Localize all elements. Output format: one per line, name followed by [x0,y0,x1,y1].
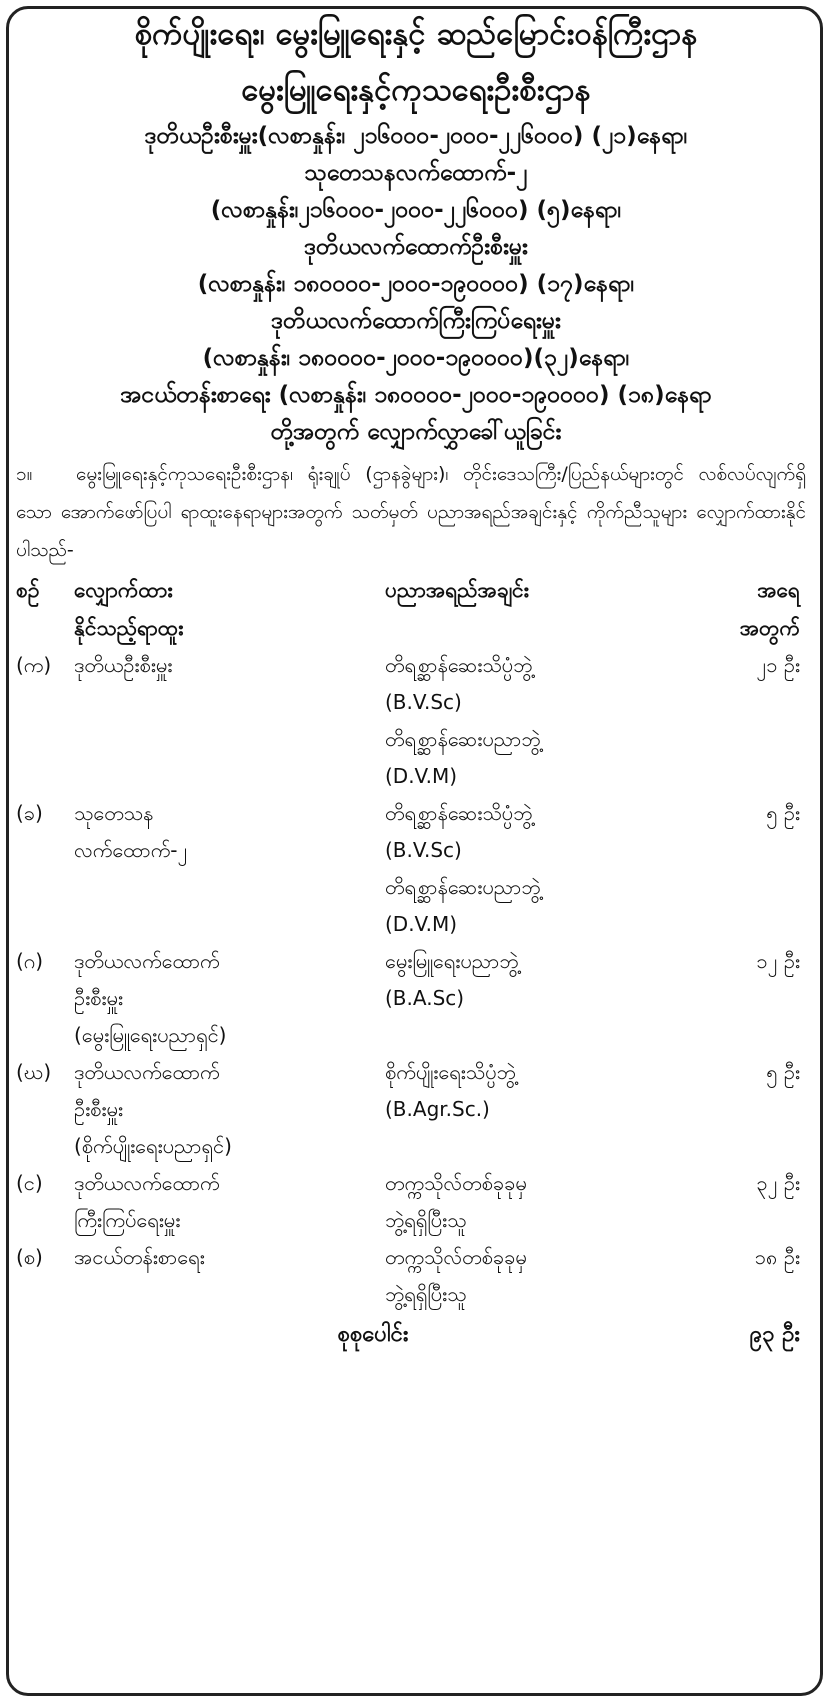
intro-text: မွေးမြူရေးနှင့်ကုသရေးဦးစီးဌာန၊ ရုံးချုပ် (ဌာနခွဲများ)၊ တိုင်းဒေသကြီး/ပြည်နယ်များတွင် လစ်လပ်လျက်ရှိသော အောက်ဖော်ပြပါ ရာထူးနေရာများအတွက် သတ်မှတ် ပညာအရည်အချင်းနှင့် ကိုက်ညီသူများ လျှောက်ထားနိုင်ပါသည်- [16,463,806,561]
row-count: ၂၁ ဦး [756,653,800,677]
header-line: အငယ်တန်းစာရေး (လစာနှုန်း၊ ၁၈၀၀၀၀-၂၀၀၀-၁၉၀၀၀၀) (၁၈)နေရာ [120,382,712,408]
header-position-line: လျှောက်ထား [74,578,173,602]
header-line: ဒုတိယလက်ထောက်ကြီးကြပ်ရေးမှူး [271,308,561,334]
position-line: ကြီးကြပ်ရေးမှူး [74,1208,181,1232]
row-count: ၁၈ ဦး [754,1245,800,1269]
total-row [16,1315,816,1355]
position-line: ဒုတိယလက်ထောက် [74,949,220,973]
header-line: (လစာနှုန်း၊၂၁၆၀၀၀-၂၀၀၀-၂၂၆၀၀၀) (၅)နေရာ၊ [210,197,622,223]
row-position [74,943,385,1054]
table-body [16,647,816,1313]
intro-paragraph [16,455,816,569]
department-title: မွေးမြူရေးနှင့်ကုသရေးဦးစီးဌာန [241,72,591,108]
qualification-line: စိုက်ပျိုးရေးသိပ္ပံဘွဲ့ [385,1060,516,1084]
qualification-line: (B.Agr.Sc.) [385,1097,490,1121]
position-line: ဦးစီးမှူး [74,986,124,1010]
header-line: ဒုတိယလက်ထောက်ဦးစီးမှူး [304,234,528,260]
row-count: ၁၂ ဦး [756,949,800,973]
ministry-title: စိုက်ပျိုးရေး၊ မွေးမြူရေးနှင့် ဆည်မြောင်းဝန်ကြီးဌာန [134,16,698,52]
qualification-line: ဘွဲ့ရရှိပြီးသူ [385,1282,467,1306]
header-count [690,571,800,647]
position-line: ဒုတိယဦးစီးမှူး [74,653,173,677]
row-number: (င) [16,1171,43,1195]
row-position [74,1239,385,1313]
position-line: (မွေးမြူရေးပညာရှင်) [74,1023,227,1047]
row-qualification [385,1239,690,1313]
table-row [16,795,816,943]
qualification-line: တိရစ္ဆာန်ဆေးပညာဘွဲ့ [385,727,541,751]
header-no: စဉ် [16,578,40,602]
header-qualification: ပညာအရည်အချင်း [385,578,529,602]
notice-page [16,0,816,1673]
header-position-line: နိုင်သည့်ရာထူး [74,616,184,640]
header-count-line: အရေ [757,578,800,602]
qualification-line: မွေးမြူရေးပညာဘွဲ့ [385,949,519,973]
qualification-line: တက္ကသိုလ်တစ်ခုခုမှ [385,1171,527,1195]
position-line: ဒုတိယလက်ထောက် [74,1171,220,1195]
table-row [16,1054,816,1165]
position-line: လက်ထောက်-၂ [74,838,188,862]
total-value: ၉၃ ဦး [749,1322,800,1347]
qualification-line: (B.V.Sc) [385,838,462,862]
position-line: (စိုက်ပျိုးရေးပညာရှင်) [74,1134,232,1158]
qualification-line: တိရစ္ဆာန်ဆေးသိပ္ပံဘွဲ့ [385,653,533,677]
header-count-line: အတွက် [739,616,800,640]
table-row [16,943,816,1054]
row-count: ၃၂ ဦး [756,1171,800,1195]
row-qualification [385,795,690,943]
row-qualification [385,1165,690,1239]
row-position [74,1165,385,1239]
row-count: ၅ ဦး [766,801,800,825]
header-line: (လစာနှုန်း၊ ၁၈၀၀၀၀-၂၀၀၀-၁၉၀၀၀၀)(၃၂)နေရာ၊ [202,345,630,371]
header-position [74,571,385,647]
qualification-line: (D.V.M) [385,764,458,788]
table-row [16,1239,816,1313]
row-number: (ဂ) [16,949,44,973]
qualification-line: တက္ကသိုလ်တစ်ခုခုမှ [385,1245,527,1269]
row-number: (ဃ) [16,1060,52,1084]
header-line: တို့အတွက် လျှောက်လွှာခေါ်ယူခြင်း [270,419,562,445]
row-position [74,795,385,943]
row-qualification [385,1054,690,1165]
table-header [16,571,816,647]
header-line: (လစာနှုန်း၊ ၁၈၀၀၀၀-၂၀၀၀-၁၉၀၀၀၀) (၁၇)နေရာ၊ [197,271,635,297]
position-line: သုတေသန [74,801,154,825]
position-line: အငယ်တန်းစာရေး [74,1245,205,1269]
qualification-line: (B.V.Sc) [385,690,462,714]
qualification-line: တိရစ္ဆာန်ဆေးပညာဘွဲ့ [385,875,541,899]
qualification-line: (D.V.M) [385,912,458,936]
row-qualification [385,943,690,1054]
row-position [74,1054,385,1165]
position-line: ဦးစီးမှူး [74,1097,124,1121]
position-line: ဒုတိယလက်ထောက် [74,1060,220,1084]
qualification-line: ဘွဲ့ရရှိပြီးသူ [385,1208,467,1232]
table-row [16,647,816,795]
qualification-line: (B.A.Sc) [385,986,465,1010]
total-label: စုစုပေါင်း [337,1322,409,1347]
intro-number: ၁။ [16,463,33,485]
row-number: (က) [16,653,52,677]
row-count: ၅ ဦး [766,1060,800,1084]
qualification-line: တိရစ္ဆာန်ဆေးသိပ္ပံဘွဲ့ [385,801,533,825]
header-line: ဒုတိယဦးစီးမှူး(လစာနှုန်း၊ ၂၁၆၀၀၀-၂၀၀၀-၂၂၆၀၀၀) (၂၁)နေရာ၊ [144,123,688,149]
row-number: (စ) [16,1245,43,1269]
header-line: သုတေသနလက်ထောက်-၂ [304,160,528,186]
row-position [74,647,385,795]
row-qualification [385,647,690,795]
row-number: (ခ) [16,801,43,825]
table-row [16,1165,816,1239]
